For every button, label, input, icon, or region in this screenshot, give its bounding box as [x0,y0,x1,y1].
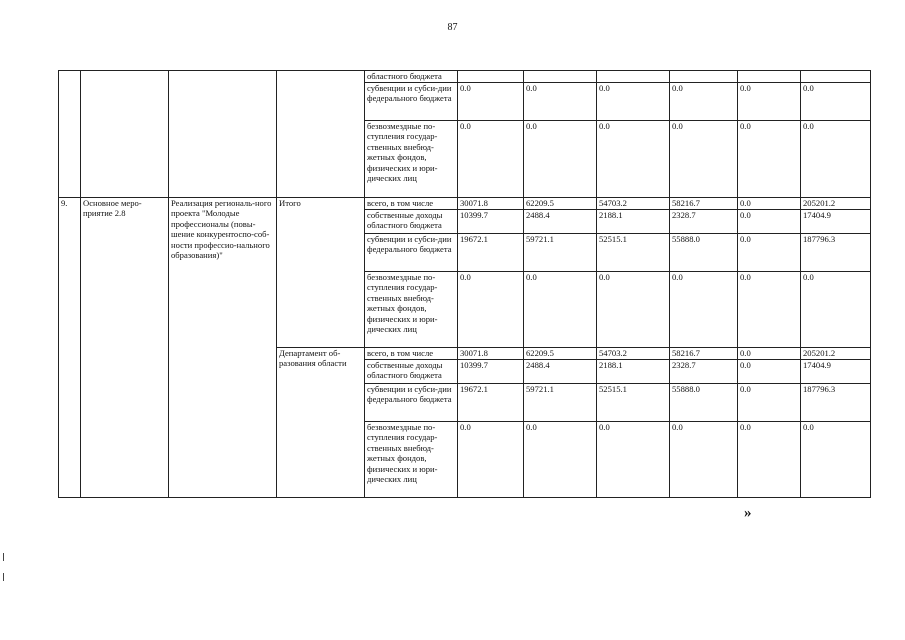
value-cell: 0.0 [801,272,871,348]
value-cell: 59721.1 [524,234,597,272]
measure-description: Реализация региональ-ного проекта "Молодые профессионалы (повы-шение конкурентоспо-соб-ности профессио-нального образования)" [169,198,277,498]
measure-name: Основное меро-приятие 2.8 [81,198,169,498]
table-row [59,198,871,210]
value-cell [738,71,801,83]
value-cell: 19672.1 [458,234,524,272]
name-cell [81,71,169,198]
value-cell: 59721.1 [524,384,597,422]
value-cell: 0.0 [458,272,524,348]
value-cell: 0.0 [738,83,801,121]
value-cell: 0.0 [738,198,801,210]
source-label: всего, в том числе [365,348,458,360]
source-label: собственные доходы областного бюджета [365,210,458,234]
value-cell: 0.0 [524,422,597,498]
value-cell: 58216.7 [670,348,738,360]
value-cell: 17404.9 [801,360,871,384]
value-cell: 2488.4 [524,360,597,384]
value-cell: 55888.0 [670,234,738,272]
value-cell: 0.0 [738,360,801,384]
value-cell: 17404.9 [801,210,871,234]
table-row [59,71,871,83]
value-cell: 62209.5 [524,348,597,360]
value-cell: 2188.1 [597,210,670,234]
value-cell: 0.0 [801,83,871,121]
value-cell: 0.0 [458,422,524,498]
source-label: всего, в том числе [365,198,458,210]
value-cell: 2488.4 [524,210,597,234]
value-cell: 0.0 [738,121,801,198]
value-cell: 205201.2 [801,198,871,210]
value-cell: 0.0 [458,83,524,121]
value-cell: 0.0 [597,121,670,198]
source-label: областного бюджета [365,71,458,83]
value-cell [801,71,871,83]
value-cell: 0.0 [524,121,597,198]
value-cell: 55888.0 [670,384,738,422]
source-label: субвенции и субси-дии федерального бюджета [365,234,458,272]
value-cell: 0.0 [738,210,801,234]
source-label: субвенции и субси-дии федерального бюджета [365,384,458,422]
value-cell: 0.0 [738,348,801,360]
value-cell [524,71,597,83]
value-cell: 0.0 [524,272,597,348]
margin-mark [3,573,4,581]
page-number: 87 [447,22,458,33]
value-cell: 0.0 [670,121,738,198]
value-cell: 187796.3 [801,234,871,272]
value-cell: 0.0 [597,83,670,121]
value-cell: 0.0 [597,272,670,348]
value-cell: 0.0 [738,422,801,498]
value-cell: 52515.1 [597,384,670,422]
budget-table [58,70,871,498]
value-cell: 30071.8 [458,348,524,360]
value-cell: 0.0 [738,272,801,348]
value-cell: 19672.1 [458,384,524,422]
value-cell: 0.0 [738,384,801,422]
value-cell: 205201.2 [801,348,871,360]
value-cell: 30071.8 [458,198,524,210]
value-cell: 10399.7 [458,360,524,384]
value-cell: 187796.3 [801,384,871,422]
value-cell [670,71,738,83]
description-cell [169,71,277,198]
value-cell: 0.0 [458,121,524,198]
executor-cell [277,71,365,198]
value-cell: 0.0 [670,83,738,121]
executor-cell: Департамент об-разования области [277,348,365,498]
value-cell [458,71,524,83]
value-cell: 62209.5 [524,198,597,210]
value-cell: 54703.2 [597,348,670,360]
value-cell: 0.0 [670,422,738,498]
closing-quote: » [744,505,752,521]
measure-number: 9. [59,198,81,498]
value-cell: 2188.1 [597,360,670,384]
value-cell: 0.0 [597,422,670,498]
value-cell: 0.0 [801,422,871,498]
executor-cell: Итого [277,198,365,348]
value-cell: 0.0 [801,121,871,198]
value-cell: 0.0 [524,83,597,121]
source-label: безвозмездные по-ступления государ-ственных внебюд-жетных фондов, физических и юри-дических лиц [365,272,458,348]
value-cell: 2328.7 [670,210,738,234]
number-cell [59,71,81,198]
source-label: субвенции и субси-дии федерального бюджета [365,83,458,121]
source-label: безвозмездные по-ступления государ-ственных внебюд-жетных фондов, физических и юри-дических лиц [365,121,458,198]
value-cell: 52515.1 [597,234,670,272]
value-cell [597,71,670,83]
value-cell: 0.0 [738,234,801,272]
value-cell: 58216.7 [670,198,738,210]
value-cell: 2328.7 [670,360,738,384]
value-cell: 0.0 [670,272,738,348]
source-label: безвозмездные по-ступления государ-ственных внебюд-жетных фондов, физических и юри-дических лиц [365,422,458,498]
value-cell: 10399.7 [458,210,524,234]
margin-mark [3,553,4,561]
source-label: собственные доходы областного бюджета [365,360,458,384]
value-cell: 54703.2 [597,198,670,210]
